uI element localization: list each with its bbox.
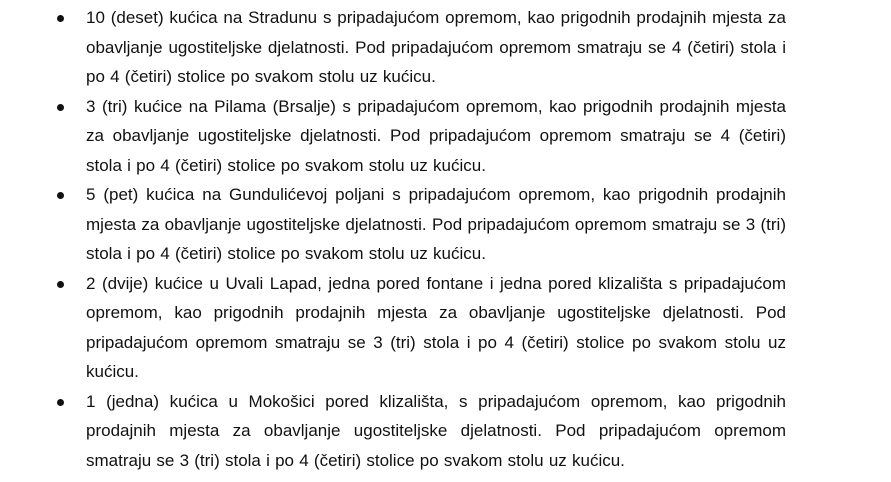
list-item-uvala-lapad bbox=[0, 269, 786, 387]
list-item-text: 5 (pet) kućica na Gundulićevoj poljani s pripadajućom opremom, kao prigodnih prodajnih mjesta za obavljanje ugostiteljske djelatnosti. Pod pripadajućom opremom smatraju se 3 (tri) stola i po 4 (četiri) stolice po svakom stolu uz kućicu. bbox=[86, 185, 786, 263]
list-item-stradun bbox=[0, 3, 786, 92]
list-item-gunduliceva-poljana bbox=[0, 180, 786, 269]
list-item-text: 10 (deset) kućica na Stradunu s pripadajućom opremom, kao prigodnih prodajnih mjesta za obavljanje ugostiteljske djelatnosti. Pod pripadajućom opremom smatraju se 4 (četiri) stola i po 4 (četiri) stolice po svakom stolu uz kućicu. bbox=[86, 8, 786, 86]
bullet-icon bbox=[57, 104, 64, 111]
list-item-text: 2 (dvije) kućice u Uvali Lapad, jedna pored fontane i jedna pored klizališta s pripadajućom opremom, kao prigodnih prodajnih mjesta za obavljanje ugostiteljske djelatnosti. Pod pripadajućom opremom smatraju se 3 (tri) stola i po 4 (četiri) stolice po svakom stolu uz kućicu. bbox=[86, 273, 786, 381]
list-item-pile bbox=[0, 92, 786, 181]
bullet-icon bbox=[57, 15, 64, 22]
bullet-icon bbox=[57, 399, 64, 406]
list-item-mokosica bbox=[0, 387, 786, 476]
bullet-icon bbox=[57, 192, 64, 199]
bullet-icon bbox=[57, 281, 64, 288]
list-item-text: 1 (jedna) kućica u Mokošici pored klizališta, s pripadajućom opremom, kao prigodnih prodajnih mjesta za obavljanje ugostiteljske djelatnosti. Pod pripadajućom opremom smatraju se 3 (tri) stola i po 4 (četiri) stolice po svakom stolu uz kućicu. bbox=[86, 391, 786, 470]
bullet-list bbox=[0, 3, 891, 475]
list-item-text: 3 (tri) kućice na Pilama (Brsalje) s pripadajućom opremom, kao prigodnih prodajnih mjesta za obavljanje ugostiteljske djelatnosti. Pod pripadajućom opremom smatraju se 4 (četiri) stola i po 4 (četiri) stolice po svakom stolu uz kućicu. bbox=[86, 96, 786, 175]
